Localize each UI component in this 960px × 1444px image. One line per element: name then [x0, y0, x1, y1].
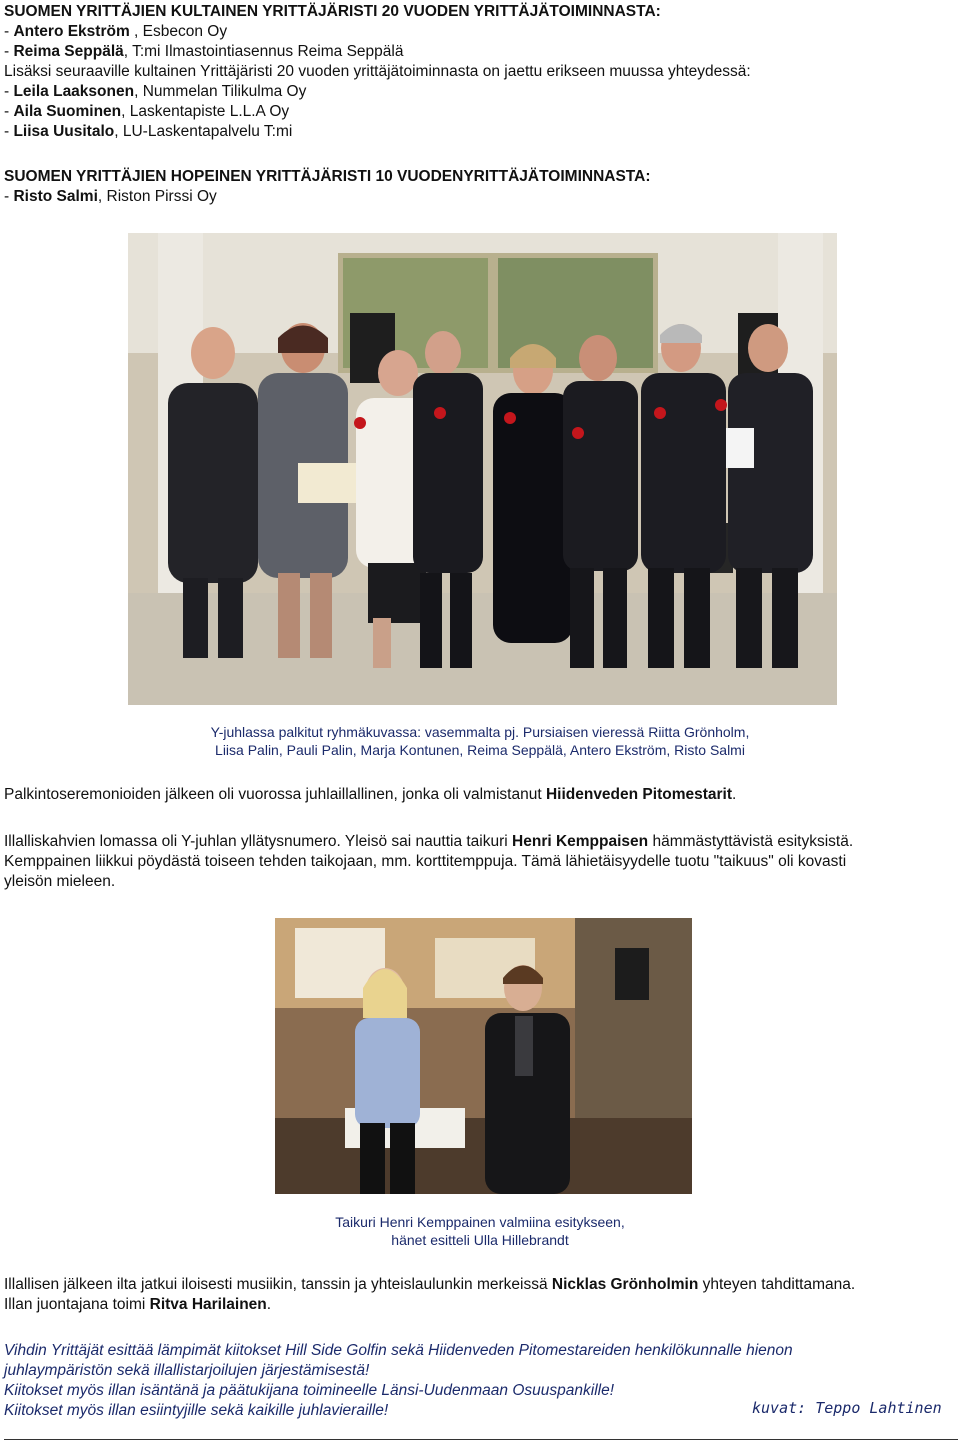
magician-paragraph-line-3: yleisön mieleen.	[4, 873, 116, 890]
photo1-caption-line-2: Liisa Palin, Pauli Palin, Marja Kontunen, Reima Seppälä, Antero Ekström, Risto Salmi	[215, 742, 745, 758]
paragraph-text: Illan juontajana toimi	[4, 1296, 150, 1313]
thanks-line-4: Kiitokset myös illan esiintyjille sekä kaikille juhlavieraille!	[4, 1402, 389, 1419]
photo2-caption-line-1: Taikuri Henri Kemppainen valmiina esitykseen,	[335, 1214, 625, 1230]
recipient-company: , T:mi Ilmastointiasennus Reima Seppälä	[123, 43, 404, 60]
silver-heading: SUOMEN YRITTÄJIEN HOPEINEN YRITTÄJÄRISTI 10 VUODENYRITTÄJÄTOIMINNASTA:	[4, 168, 651, 185]
paragraph-text: .	[266, 1296, 272, 1313]
magician-photo-illustration	[275, 918, 692, 1194]
gold-recipient-4: - Aila Suominen, Laskentapiste L.L.A Oy	[4, 103, 290, 120]
gold-extra-text: Lisäksi seuraaville kultainen Yrittäjäristi 20 vuoden yrittäjätoiminnasta on jaettu erikseen muussa yhteydessä:	[4, 63, 751, 80]
recipient-company: , Esbecon Oy	[129, 23, 228, 40]
gold-heading: SUOMEN YRITTÄJIEN KULTAINEN YRITTÄJÄRISTI 20 VUODEN YRITTÄJÄTOIMINNASTA:	[4, 3, 661, 20]
evening-paragraph-line-1	[4, 1275, 855, 1295]
recipient-company: , Nummelan Tilikulma Oy	[134, 83, 307, 100]
gold-recipient-2: - Reima Seppälä, T:mi Ilmastointiasennus Reima Seppälä	[4, 43, 404, 60]
paragraph-text-end: .	[732, 786, 737, 803]
recipient-name: Risto Salmi	[13, 188, 98, 205]
magician-photo	[275, 918, 692, 1194]
group-photo-illustration	[128, 233, 837, 705]
dinner-paragraph	[4, 785, 736, 805]
paragraph-text: Palkintoseremonioiden jälkeen oli vuorossa juhlaillallinen, jonka oli valmistanut	[4, 786, 546, 803]
caterer-name: Hiidenveden Pitomestarit	[545, 786, 732, 803]
host-name: Ritva Harilainen	[149, 1296, 267, 1313]
magician-paragraph-line-2: Kemppainen liikkui pöydästä toiseen tehden taikojaan, mm. korttitemppuja. Tämä lähietäisyydelle tuotu "taikuus" oli kovasti	[4, 853, 847, 870]
recipient-company: , Laskentapiste L.L.A Oy	[121, 103, 290, 120]
thanks-line-1: Vihdin Yrittäjät esittää lämpimät kiitokset Hill Side Golfin sekä Hiidenveden Pitomestareiden henkilökunnalle hienon	[4, 1342, 793, 1359]
bottom-divider	[4, 1439, 958, 1440]
gold-recipient-1: - Antero Ekström , Esbecon Oy	[4, 23, 228, 40]
recipient-name: Antero Ekström	[13, 23, 130, 40]
gold-recipient-5: - Liisa Uusitalo, LU-Laskentapalvelu T:mi	[4, 123, 293, 140]
group-award-photo	[128, 233, 837, 705]
thanks-line-2: juhlaympäristön sekä illallistarjoilujen järjestämisestä!	[4, 1362, 370, 1379]
magician-paragraph-line-1	[4, 832, 853, 852]
photo2-caption-line-2: hänet esitteli Ulla Hillebrandt	[391, 1232, 569, 1248]
recipient-name: Leila Laaksonen	[13, 83, 135, 100]
recipient-name: Reima Seppälä	[13, 43, 124, 60]
thanks-line-3: Kiitokset myös illan isäntänä ja päätukijana toimineelle Länsi-Uudenmaan Osuuspankille!	[4, 1382, 615, 1399]
recipient-company: , LU-Laskentapalvelu T:mi	[114, 123, 293, 140]
recipient-company: , Riston Pirssi Oy	[97, 188, 217, 205]
photo-credit: kuvat: Teppo Lahtinen	[752, 1399, 942, 1417]
recipient-name: Aila Suominen	[13, 103, 122, 120]
photo1-caption-line-1: Y-juhlassa palkitut ryhmäkuvassa: vasemmalta pj. Pursiaisen vieressä Riitta Grönholm,	[210, 724, 750, 740]
paragraph-text: hämmästyttävistä esityksistä.	[648, 833, 854, 850]
paragraph-text: yhteyen tahdittamana.	[698, 1276, 856, 1293]
gold-recipient-3: - Leila Laaksonen, Nummelan Tilikulma Oy	[4, 83, 307, 100]
musician-name: Nicklas Grönholmin	[551, 1276, 699, 1293]
paragraph-text: Illalliskahvien lomassa oli Y-juhlan yllätysnumero. Yleisö sai nauttia taikuri	[4, 833, 513, 850]
recipient-name: Liisa Uusitalo	[13, 123, 115, 140]
paragraph-text: Illallisen jälkeen ilta jatkui iloisesti musiikin, tanssin ja yhteislaulunkin merkeissä	[4, 1276, 552, 1293]
silver-recipient-1: - Risto Salmi, Riston Pirssi Oy	[4, 188, 217, 205]
magician-name: Henri Kemppaisen	[512, 833, 649, 850]
evening-paragraph-line-2	[4, 1295, 271, 1315]
